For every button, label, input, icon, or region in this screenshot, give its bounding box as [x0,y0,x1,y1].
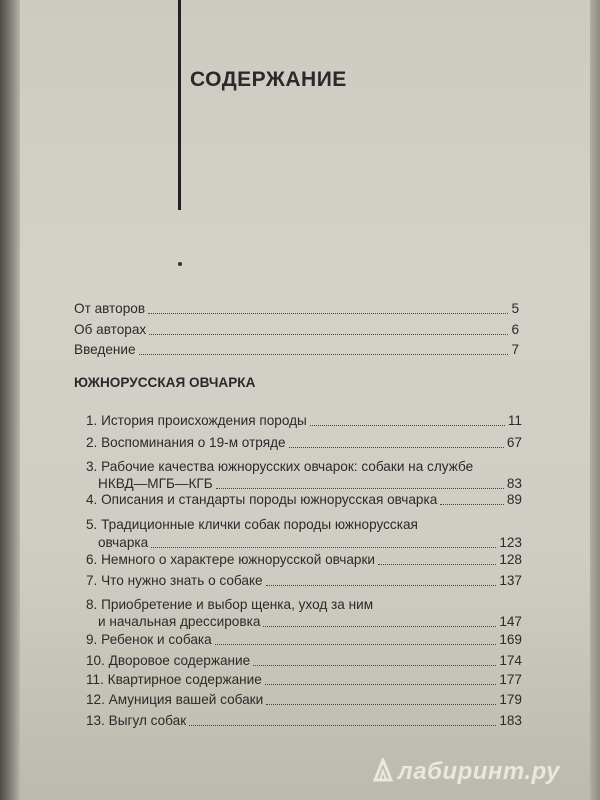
toc-item-page: 177 [499,672,522,687]
toc-item-label: 12. Амуниция вашей собаки [86,692,264,707]
toc-item-label: 4. Описания и стандарты породы южнорусская овчарка [86,492,438,507]
toc-item[interactable] [86,630,522,649]
toc-item-label: 9. Ребенок и собака [86,632,212,647]
toc-item[interactable] [74,320,519,339]
toc-item-label: 6. Немного о характере южнорусской овчарки [86,552,375,567]
toc-item-page: 5 [511,301,519,316]
dot-leader [263,626,496,627]
toc-item-label-continued: НКВД—МГБ—КГБ [98,476,213,491]
dot-leader [215,644,497,645]
toc-item-label: Об авторах [74,322,147,337]
dot-leader [148,313,508,314]
dot-leader [266,704,496,705]
dot-leader [149,334,508,335]
toc-item-page: 89 [506,492,522,507]
toc-item-label: 1. История происхождения породы [86,413,307,428]
print-dot [178,262,182,266]
section-heading: ЮЖНОРУССКАЯ ОВЧАРКА [74,375,256,390]
toc-item-label-continued: овчарка [98,535,149,550]
toc-item-page: 128 [499,552,522,567]
dot-leader [189,725,496,726]
dot-leader [139,354,509,355]
toc-item[interactable] [86,433,522,452]
title-rule [178,0,181,210]
toc-item[interactable] [86,711,522,730]
dot-leader [266,585,497,586]
toc-item-label: 11. Квартирное содержание [86,672,262,687]
toc-item-label: Введение [74,342,136,357]
toc-item[interactable] [74,340,519,359]
toc-item-label[interactable]: 5. Традиционные клички собак породы южнорусская [86,517,418,532]
dot-leader [310,425,505,426]
dot-leader [289,447,504,448]
toc-item-page: 169 [499,632,522,647]
toc-item-label: 13. Выгул собак [86,713,187,728]
toc-item-page: 147 [499,614,522,629]
toc-item-label: 2. Воспоминания о 19-м отряде [86,435,286,450]
toc-item[interactable] [86,411,522,430]
toc-item-page: 6 [511,322,519,337]
toc-item[interactable] [86,550,522,569]
page-title: СОДЕРЖАНИЕ [190,68,347,91]
toc-item[interactable] [86,670,522,689]
toc-item-page: 11 [507,413,522,428]
book-edge [590,0,600,800]
toc-item-page: 174 [499,653,522,668]
toc-item-page: 7 [511,342,519,357]
watermark-text: лабиринт.ру [397,758,560,785]
toc-item[interactable] [74,299,519,318]
toc-item-label-continued: и начальная дрессировка [98,614,261,629]
toc-item-label: 10. Дворовое содержание [86,653,251,668]
toc-item[interactable] [86,571,522,590]
toc-item-label[interactable]: 3. Рабочие качества южнорусских овчарок: собаки на службе [86,459,474,474]
toc-item-label[interactable]: 8. Приобретение и выбор щенка, уход за ним [86,597,374,612]
toc-item-page: 179 [499,692,522,707]
toc-item-page: 67 [506,435,522,450]
dot-leader [265,684,496,685]
toc-item-page: 137 [499,573,522,588]
toc-item[interactable] [86,490,522,509]
dot-leader [216,488,504,489]
toc-item-label: 7. Что нужно знать о собаке [86,573,263,588]
book-gutter [0,0,20,800]
labirint-logo-icon [372,758,394,782]
dot-leader [151,547,496,548]
dot-leader [253,665,496,666]
dot-leader [378,564,496,565]
toc-item[interactable] [86,651,522,670]
dot-leader [440,504,504,505]
watermark [372,758,560,786]
toc-item-label: От авторов [74,301,146,316]
toc-item-page: 83 [506,476,522,491]
toc-item[interactable] [98,612,522,631]
toc-item[interactable] [86,690,522,709]
toc-item-page: 123 [499,535,522,550]
toc-item-page: 183 [499,713,522,728]
